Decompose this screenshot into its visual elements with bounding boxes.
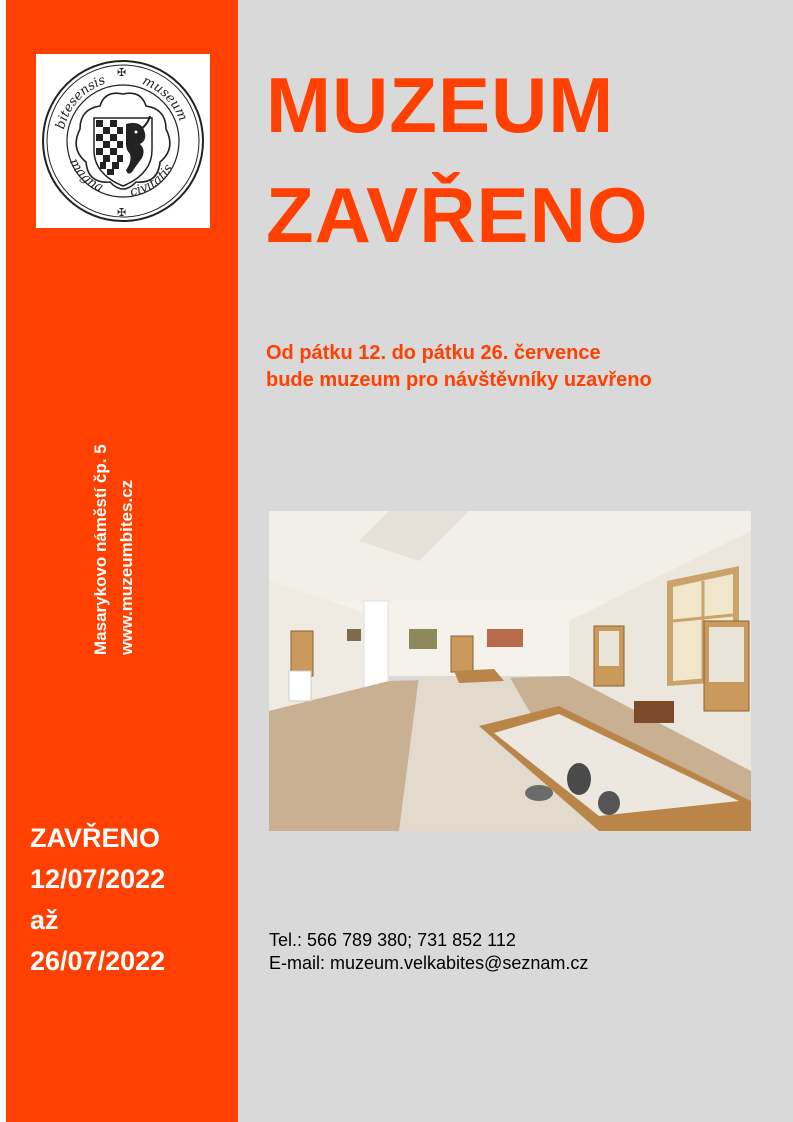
- title-line-1: MUZEUM: [266, 61, 615, 149]
- contact-info: [269, 929, 588, 975]
- svg-text:✠: ✠: [117, 66, 127, 79]
- phone-numbers: Tel.: 566 789 380; 731 852 112: [269, 930, 516, 950]
- closed-dates: [30, 818, 165, 982]
- notice-line-1: Od pátku 12. do pátku 26. července: [266, 342, 601, 364]
- exhibition-photo: [269, 511, 751, 831]
- closed-label: ZAVŘENO: [30, 823, 161, 853]
- date-separator: až: [30, 905, 59, 935]
- address-block: [88, 390, 148, 655]
- title-line-2: ZAVŘENO: [266, 171, 649, 259]
- seal-text-left: bitesensis: [53, 72, 108, 131]
- museum-seal-logo: [36, 54, 210, 228]
- date-to: 26/07/2022: [30, 946, 166, 976]
- date-from: 12/07/2022: [30, 864, 166, 894]
- museum-exhibition-hall-photo: [269, 511, 751, 831]
- seal-text-right: civitatis: [128, 161, 177, 200]
- notice-line-2: bude muzeum pro návštěvníky uzavřeno: [266, 369, 652, 391]
- svg-text:✠: ✠: [117, 206, 127, 219]
- email-address[interactable]: E-mail: muzeum.velkabites@seznam.cz: [269, 953, 589, 973]
- page-title: [266, 50, 649, 270]
- street-address: Masarykovo náměstí čp. 5: [91, 444, 110, 655]
- seal-text-bottom-left: magna: [65, 156, 106, 196]
- museum-seal-icon: [36, 54, 210, 228]
- seal-text-top: museum: [140, 73, 191, 124]
- closure-notice: [266, 340, 652, 394]
- website-link[interactable]: www.muzeumbites.cz: [117, 479, 136, 655]
